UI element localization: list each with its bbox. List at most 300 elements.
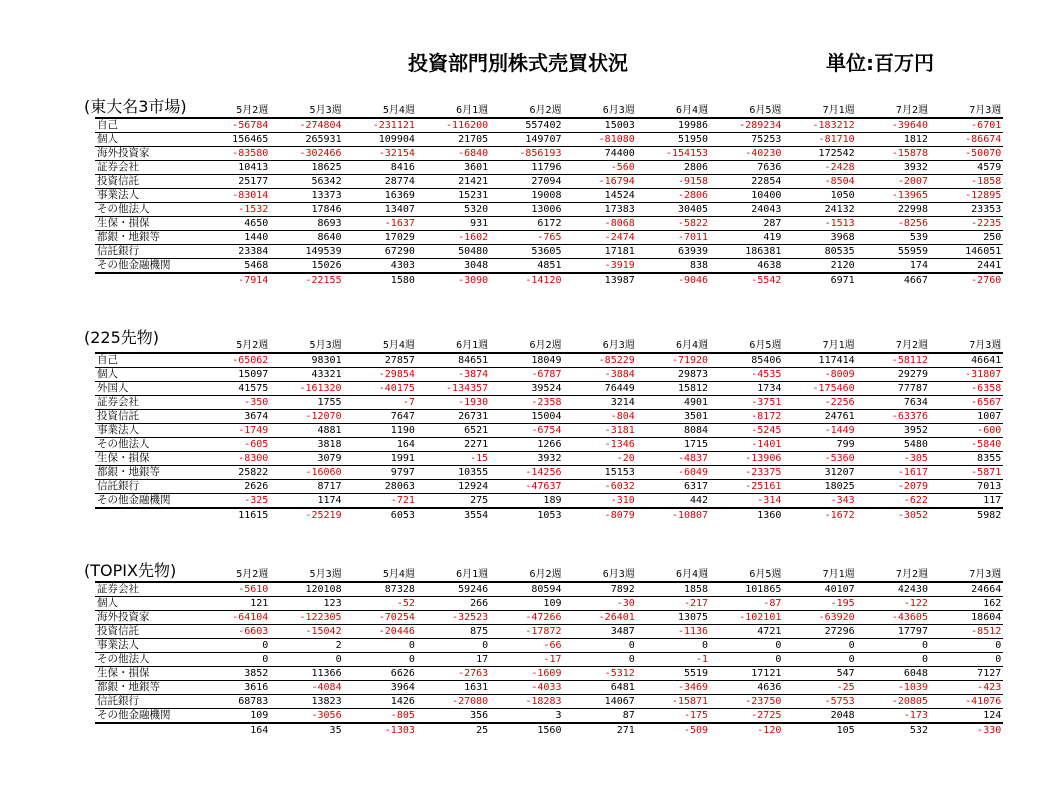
value-cell: 3932 xyxy=(903,162,928,173)
value-cell: -1136 xyxy=(677,626,709,637)
value-cell: -2474 xyxy=(604,232,635,243)
value-cell: -29854 xyxy=(378,369,415,380)
week-header: 6月1週 xyxy=(456,569,489,580)
value-cell: 40107 xyxy=(824,584,855,595)
value-cell: 24664 xyxy=(971,584,1002,595)
value-cell: 4901 xyxy=(683,397,709,408)
value-cell: 14524 xyxy=(604,190,635,201)
value-cell: -2763 xyxy=(458,668,489,679)
value-cell: 67290 xyxy=(384,246,415,257)
week-header: 6月5週 xyxy=(749,569,782,580)
section-label-topix-futures: (TOPIX先物) xyxy=(84,561,177,580)
row-label: 証券会社 xyxy=(97,396,139,408)
value-cell: 6626 xyxy=(390,668,415,679)
value-cell: 0 xyxy=(702,640,709,651)
row-label: 海外投資家 xyxy=(97,147,150,159)
week-header: 5月2週 xyxy=(236,569,269,580)
value-cell: 51950 xyxy=(677,134,709,145)
value-cell: 1440 xyxy=(244,232,269,243)
total-cell: -8079 xyxy=(604,510,635,521)
row-label: 生保・損保 xyxy=(97,217,150,229)
value-cell: -14256 xyxy=(525,467,562,478)
value-cell: 8717 xyxy=(317,481,342,492)
value-cell: 74400 xyxy=(604,148,635,159)
value-cell: 11796 xyxy=(531,162,562,173)
total-cell: -14120 xyxy=(525,275,562,286)
value-cell: -71920 xyxy=(671,355,709,366)
value-cell: 0 xyxy=(848,640,855,651)
value-cell: -50070 xyxy=(965,148,1002,159)
value-cell: -765 xyxy=(537,232,562,243)
value-cell: 55959 xyxy=(897,246,928,257)
value-cell: -43605 xyxy=(891,612,928,623)
table-row xyxy=(95,231,1003,245)
value-cell: 41575 xyxy=(238,383,269,394)
page-title: 投資部門別株式売買状況 xyxy=(408,51,628,75)
value-cell: -1513 xyxy=(824,218,855,229)
value-cell: 39524 xyxy=(531,383,562,394)
value-cell: -20 xyxy=(616,453,635,464)
value-cell: -6049 xyxy=(677,467,709,478)
week-header: 5月3週 xyxy=(309,105,342,116)
value-cell: -23750 xyxy=(745,696,782,707)
value-cell: -47266 xyxy=(525,612,562,623)
value-cell: -102101 xyxy=(739,612,782,623)
total-cell: -25219 xyxy=(305,510,342,521)
value-cell: 27857 xyxy=(384,355,415,366)
week-header: 7月2週 xyxy=(895,105,928,116)
value-cell: 1190 xyxy=(390,425,415,436)
week-header: 6月2週 xyxy=(529,569,562,580)
row-label: 事業法人 xyxy=(97,189,139,201)
value-cell: 2 xyxy=(335,640,342,651)
value-cell: -5753 xyxy=(824,696,855,707)
value-cell: -40230 xyxy=(745,148,782,159)
value-cell: 419 xyxy=(763,232,782,243)
table-row xyxy=(95,217,1003,231)
value-cell: -86674 xyxy=(965,134,1002,145)
value-cell: 124 xyxy=(983,710,1002,721)
total-cell: 3554 xyxy=(464,510,489,521)
value-cell: 9797 xyxy=(390,467,415,478)
value-cell: 16369 xyxy=(384,190,415,201)
total-cell: 13987 xyxy=(604,275,635,286)
total-cell: 25 xyxy=(476,725,489,736)
value-cell: -1532 xyxy=(238,204,269,215)
row-label: 信託銀行 xyxy=(97,695,139,707)
value-cell: 1858 xyxy=(683,584,709,595)
value-cell: -560 xyxy=(610,162,635,173)
value-cell: -30 xyxy=(616,598,635,609)
value-cell: 29873 xyxy=(677,369,709,380)
value-cell: 59246 xyxy=(458,584,489,595)
value-cell: -4084 xyxy=(311,682,342,693)
table-row xyxy=(95,582,1003,597)
value-cell: -6701 xyxy=(971,120,1002,131)
total-cell: 1580 xyxy=(390,275,415,286)
value-cell: -31807 xyxy=(965,369,1002,380)
row-label: 投資信託 xyxy=(97,625,139,637)
row-label: 都銀・地銀等 xyxy=(97,231,160,243)
value-cell: 117414 xyxy=(818,355,855,366)
week-header: 6月5週 xyxy=(749,340,782,351)
value-cell: -5871 xyxy=(971,467,1002,478)
value-cell: 172542 xyxy=(818,148,855,159)
value-cell: -47637 xyxy=(525,481,562,492)
row-label: 投資信託 xyxy=(97,410,139,422)
value-cell: 17 xyxy=(476,654,489,665)
week-header: 6月3週 xyxy=(602,340,635,351)
value-cell: -161320 xyxy=(299,383,342,394)
value-cell: 442 xyxy=(690,495,709,506)
value-cell: 87328 xyxy=(384,584,415,595)
week-header: 5月3週 xyxy=(309,340,342,351)
row-label: その他金融機関 xyxy=(97,709,171,721)
value-cell: -605 xyxy=(244,439,269,450)
value-cell: -8512 xyxy=(971,626,1002,637)
value-cell: -804 xyxy=(610,411,635,422)
value-cell: 838 xyxy=(690,260,709,271)
table-row xyxy=(95,480,1003,494)
value-cell: 1426 xyxy=(390,696,415,707)
value-cell: 186381 xyxy=(745,246,782,257)
value-cell: 29279 xyxy=(897,369,928,380)
header-row xyxy=(95,568,1003,582)
total-label-blank xyxy=(95,273,197,287)
value-cell: 1174 xyxy=(317,495,342,506)
total-cell: 6053 xyxy=(390,510,415,521)
value-cell: 275 xyxy=(470,495,489,506)
value-cell: 539 xyxy=(909,232,928,243)
table-row xyxy=(95,382,1003,396)
value-cell: 15004 xyxy=(531,411,562,422)
row-label: 投資信託 xyxy=(97,175,139,187)
value-cell: -2079 xyxy=(897,481,928,492)
value-cell: 25177 xyxy=(238,176,269,187)
value-cell: -83014 xyxy=(232,190,269,201)
value-cell: -32154 xyxy=(378,148,415,159)
total-cell: 11615 xyxy=(238,510,269,521)
value-cell: 24761 xyxy=(824,411,855,422)
value-cell: 14067 xyxy=(604,696,635,707)
total-cell: 105 xyxy=(836,725,855,736)
value-cell: -5245 xyxy=(751,425,782,436)
value-cell: -1 xyxy=(696,654,709,665)
week-header: 6月3週 xyxy=(602,569,635,580)
value-cell: -15042 xyxy=(305,626,342,637)
value-cell: 0 xyxy=(775,640,782,651)
row-label: その他法人 xyxy=(97,653,150,665)
value-cell: -8300 xyxy=(238,453,269,464)
table-row xyxy=(95,653,1003,667)
row-label: 生保・損保 xyxy=(97,667,150,679)
value-cell: 3852 xyxy=(244,668,269,679)
value-cell: 4579 xyxy=(977,162,1002,173)
value-cell: 0 xyxy=(921,640,928,651)
value-cell: 26731 xyxy=(458,411,489,422)
value-cell: 121 xyxy=(250,598,269,609)
value-cell: 28774 xyxy=(384,176,415,187)
row-label: 信託銀行 xyxy=(97,480,139,492)
value-cell: -1858 xyxy=(971,176,1002,187)
total-cell: 5982 xyxy=(977,510,1002,521)
row-label: 自己 xyxy=(97,119,118,131)
value-cell: -175460 xyxy=(812,383,855,394)
value-cell: -13906 xyxy=(745,453,782,464)
value-cell: -63376 xyxy=(891,411,928,422)
value-cell: 6172 xyxy=(537,218,562,229)
value-cell: -302466 xyxy=(299,148,342,159)
value-cell: 17029 xyxy=(384,232,415,243)
value-cell: 77787 xyxy=(897,383,928,394)
value-cell: -81080 xyxy=(598,134,635,145)
value-cell: 3 xyxy=(555,710,562,721)
value-cell: -8068 xyxy=(604,218,635,229)
value-cell: -81710 xyxy=(818,134,855,145)
value-cell: 31207 xyxy=(824,467,855,478)
value-cell: 5480 xyxy=(903,439,928,450)
value-cell: 1755 xyxy=(317,397,342,408)
value-cell: -2428 xyxy=(824,162,855,173)
value-cell: -8009 xyxy=(824,369,855,380)
value-cell: 3818 xyxy=(317,439,342,450)
value-cell: 10355 xyxy=(458,467,489,478)
value-cell: 3932 xyxy=(537,453,562,464)
value-cell: -1617 xyxy=(897,467,928,478)
value-cell: -8256 xyxy=(897,218,928,229)
value-cell: -17872 xyxy=(525,626,562,637)
value-cell: -5312 xyxy=(604,668,635,679)
table-row xyxy=(95,118,1003,133)
value-cell: -2007 xyxy=(897,176,928,187)
header-row xyxy=(95,339,1003,353)
value-cell: -27080 xyxy=(452,696,489,707)
value-cell: 76449 xyxy=(604,383,635,394)
value-cell: 0 xyxy=(482,640,489,651)
value-cell: 0 xyxy=(335,654,342,665)
value-cell: 6048 xyxy=(903,668,928,679)
value-cell: -805 xyxy=(390,710,415,721)
value-cell: 4638 xyxy=(757,260,782,271)
value-cell: -175 xyxy=(683,710,709,721)
value-cell: -134357 xyxy=(446,383,489,394)
week-header: 5月4週 xyxy=(382,105,415,116)
table-row xyxy=(95,245,1003,259)
value-cell: -6603 xyxy=(238,626,269,637)
section-label-nikkei225-futures: (225先物) xyxy=(84,328,160,347)
row-label: その他法人 xyxy=(97,438,150,450)
total-cell: -330 xyxy=(977,725,1002,736)
total-cell: -10807 xyxy=(671,510,709,521)
value-cell: 15026 xyxy=(311,260,342,271)
total-cell: -22155 xyxy=(305,275,342,286)
week-header: 6月4週 xyxy=(676,340,709,351)
value-cell: -5610 xyxy=(238,584,269,595)
row-label: 個人 xyxy=(97,597,118,609)
value-cell: -7 xyxy=(402,397,415,408)
value-cell: 7636 xyxy=(757,162,782,173)
value-cell: 799 xyxy=(836,439,855,450)
value-cell: 547 xyxy=(836,668,855,679)
value-cell: 10413 xyxy=(238,162,269,173)
value-cell: 15812 xyxy=(677,383,709,394)
value-cell: 4851 xyxy=(537,260,562,271)
value-cell: 287 xyxy=(763,218,782,229)
value-cell: 28063 xyxy=(384,481,415,492)
value-cell: -64104 xyxy=(232,612,269,623)
value-cell: 46641 xyxy=(971,355,1002,366)
value-cell: 13006 xyxy=(531,204,562,215)
value-cell: -183212 xyxy=(812,120,855,131)
value-cell: 7647 xyxy=(390,411,415,422)
week-header: 5月4週 xyxy=(382,569,415,580)
value-cell: -6567 xyxy=(971,397,1002,408)
value-cell: -66 xyxy=(543,640,562,651)
value-cell: 3616 xyxy=(244,682,269,693)
value-cell: -310 xyxy=(610,495,635,506)
row-label: 外国人 xyxy=(97,382,129,394)
value-cell: -5840 xyxy=(971,439,1002,450)
value-cell: 2806 xyxy=(683,162,709,173)
value-cell: 4721 xyxy=(757,626,782,637)
value-cell: 109 xyxy=(543,598,562,609)
value-cell: 2441 xyxy=(977,260,1002,271)
value-cell: 75253 xyxy=(751,134,782,145)
value-cell: 17181 xyxy=(604,246,635,257)
value-cell: 109904 xyxy=(378,134,415,145)
value-cell: 43321 xyxy=(311,369,342,380)
value-cell: -856193 xyxy=(519,148,562,159)
row-label: 都銀・地銀等 xyxy=(97,466,160,478)
value-cell: 8084 xyxy=(683,425,709,436)
value-cell: 1715 xyxy=(683,439,709,450)
value-cell: 266 xyxy=(470,598,489,609)
value-cell: 13407 xyxy=(384,204,415,215)
value-cell: -122 xyxy=(903,598,928,609)
value-cell: 265931 xyxy=(305,134,342,145)
value-cell: 0 xyxy=(848,654,855,665)
table-row xyxy=(95,203,1003,217)
value-cell: 68783 xyxy=(238,696,269,707)
value-cell: -3919 xyxy=(604,260,635,271)
value-cell: -39640 xyxy=(891,120,928,131)
total-cell: -2760 xyxy=(971,275,1002,286)
value-cell: -4535 xyxy=(751,369,782,380)
row-label: 証券会社 xyxy=(97,161,139,173)
week-header: 6月2週 xyxy=(529,340,562,351)
value-cell: 356 xyxy=(470,710,489,721)
value-cell: -3874 xyxy=(458,369,489,380)
value-cell: 123 xyxy=(323,598,342,609)
total-cell: 1053 xyxy=(537,510,562,521)
total-cell: 6971 xyxy=(830,275,855,286)
value-cell: 7892 xyxy=(610,584,635,595)
value-cell: 19986 xyxy=(677,120,709,131)
value-cell: -25 xyxy=(836,682,855,693)
total-cell: -1303 xyxy=(384,725,415,736)
value-cell: -12070 xyxy=(305,411,342,422)
table-3-markets xyxy=(95,104,1003,287)
value-cell: -622 xyxy=(903,495,928,506)
value-cell: 22854 xyxy=(751,176,782,187)
value-cell: 164 xyxy=(396,439,415,450)
week-header: 7月1週 xyxy=(822,340,855,351)
section-label-3-markets: (東大名3市場) xyxy=(84,97,187,116)
value-cell: 1007 xyxy=(977,411,1002,422)
value-cell: 10400 xyxy=(751,190,782,201)
week-header: 7月1週 xyxy=(822,105,855,116)
value-cell: 6481 xyxy=(610,682,635,693)
table-row xyxy=(95,681,1003,695)
value-cell: 17846 xyxy=(311,204,342,215)
value-cell: 8355 xyxy=(977,453,1002,464)
table-row xyxy=(95,597,1003,611)
value-cell: 0 xyxy=(262,640,269,651)
row-label: 証券会社 xyxy=(97,583,139,595)
value-cell: -85229 xyxy=(598,355,635,366)
value-cell: 18625 xyxy=(311,162,342,173)
table-row xyxy=(95,709,1003,724)
value-cell: 53605 xyxy=(531,246,562,257)
value-cell: -2235 xyxy=(971,218,1002,229)
row-label: その他金融機関 xyxy=(97,259,171,271)
value-cell: 117 xyxy=(983,495,1002,506)
value-cell: -2725 xyxy=(751,710,782,721)
table-row xyxy=(95,611,1003,625)
value-cell: -15878 xyxy=(891,148,928,159)
table-row xyxy=(95,466,1003,480)
total-cell: -509 xyxy=(683,725,709,736)
week-header: 6月4週 xyxy=(676,105,709,116)
week-header: 5月2週 xyxy=(236,105,269,116)
value-cell: 63939 xyxy=(677,246,709,257)
row-label: 信託銀行 xyxy=(97,245,139,257)
value-cell: -9158 xyxy=(677,176,709,187)
value-cell: -6840 xyxy=(458,148,489,159)
table-row xyxy=(95,494,1003,509)
value-cell: -217 xyxy=(683,598,709,609)
value-cell: 4303 xyxy=(390,260,415,271)
value-cell: 4650 xyxy=(244,218,269,229)
value-cell: 557402 xyxy=(525,120,562,131)
value-cell: 0 xyxy=(995,640,1002,651)
value-cell: 875 xyxy=(470,626,489,637)
value-cell: 1050 xyxy=(830,190,855,201)
value-cell: -600 xyxy=(977,425,1002,436)
total-row xyxy=(95,273,1003,287)
value-cell: 22998 xyxy=(897,204,928,215)
value-cell: 3501 xyxy=(683,411,709,422)
value-cell: 15003 xyxy=(604,120,635,131)
value-cell: 15097 xyxy=(238,369,269,380)
week-header: 5月3週 xyxy=(309,569,342,580)
value-cell: 8640 xyxy=(317,232,342,243)
value-cell: 30405 xyxy=(677,204,709,215)
value-cell: 50480 xyxy=(458,246,489,257)
value-cell: -23375 xyxy=(745,467,782,478)
value-cell: -1749 xyxy=(238,425,269,436)
value-cell: -305 xyxy=(903,453,928,464)
value-cell: -1609 xyxy=(531,668,562,679)
value-cell: 15153 xyxy=(604,467,635,478)
value-cell: -1602 xyxy=(458,232,489,243)
value-cell: -40175 xyxy=(378,383,415,394)
table-row xyxy=(95,368,1003,382)
value-cell: -1637 xyxy=(384,218,415,229)
value-cell: -17 xyxy=(543,654,562,665)
value-cell: -16794 xyxy=(598,176,635,187)
value-cell: 84651 xyxy=(458,355,489,366)
